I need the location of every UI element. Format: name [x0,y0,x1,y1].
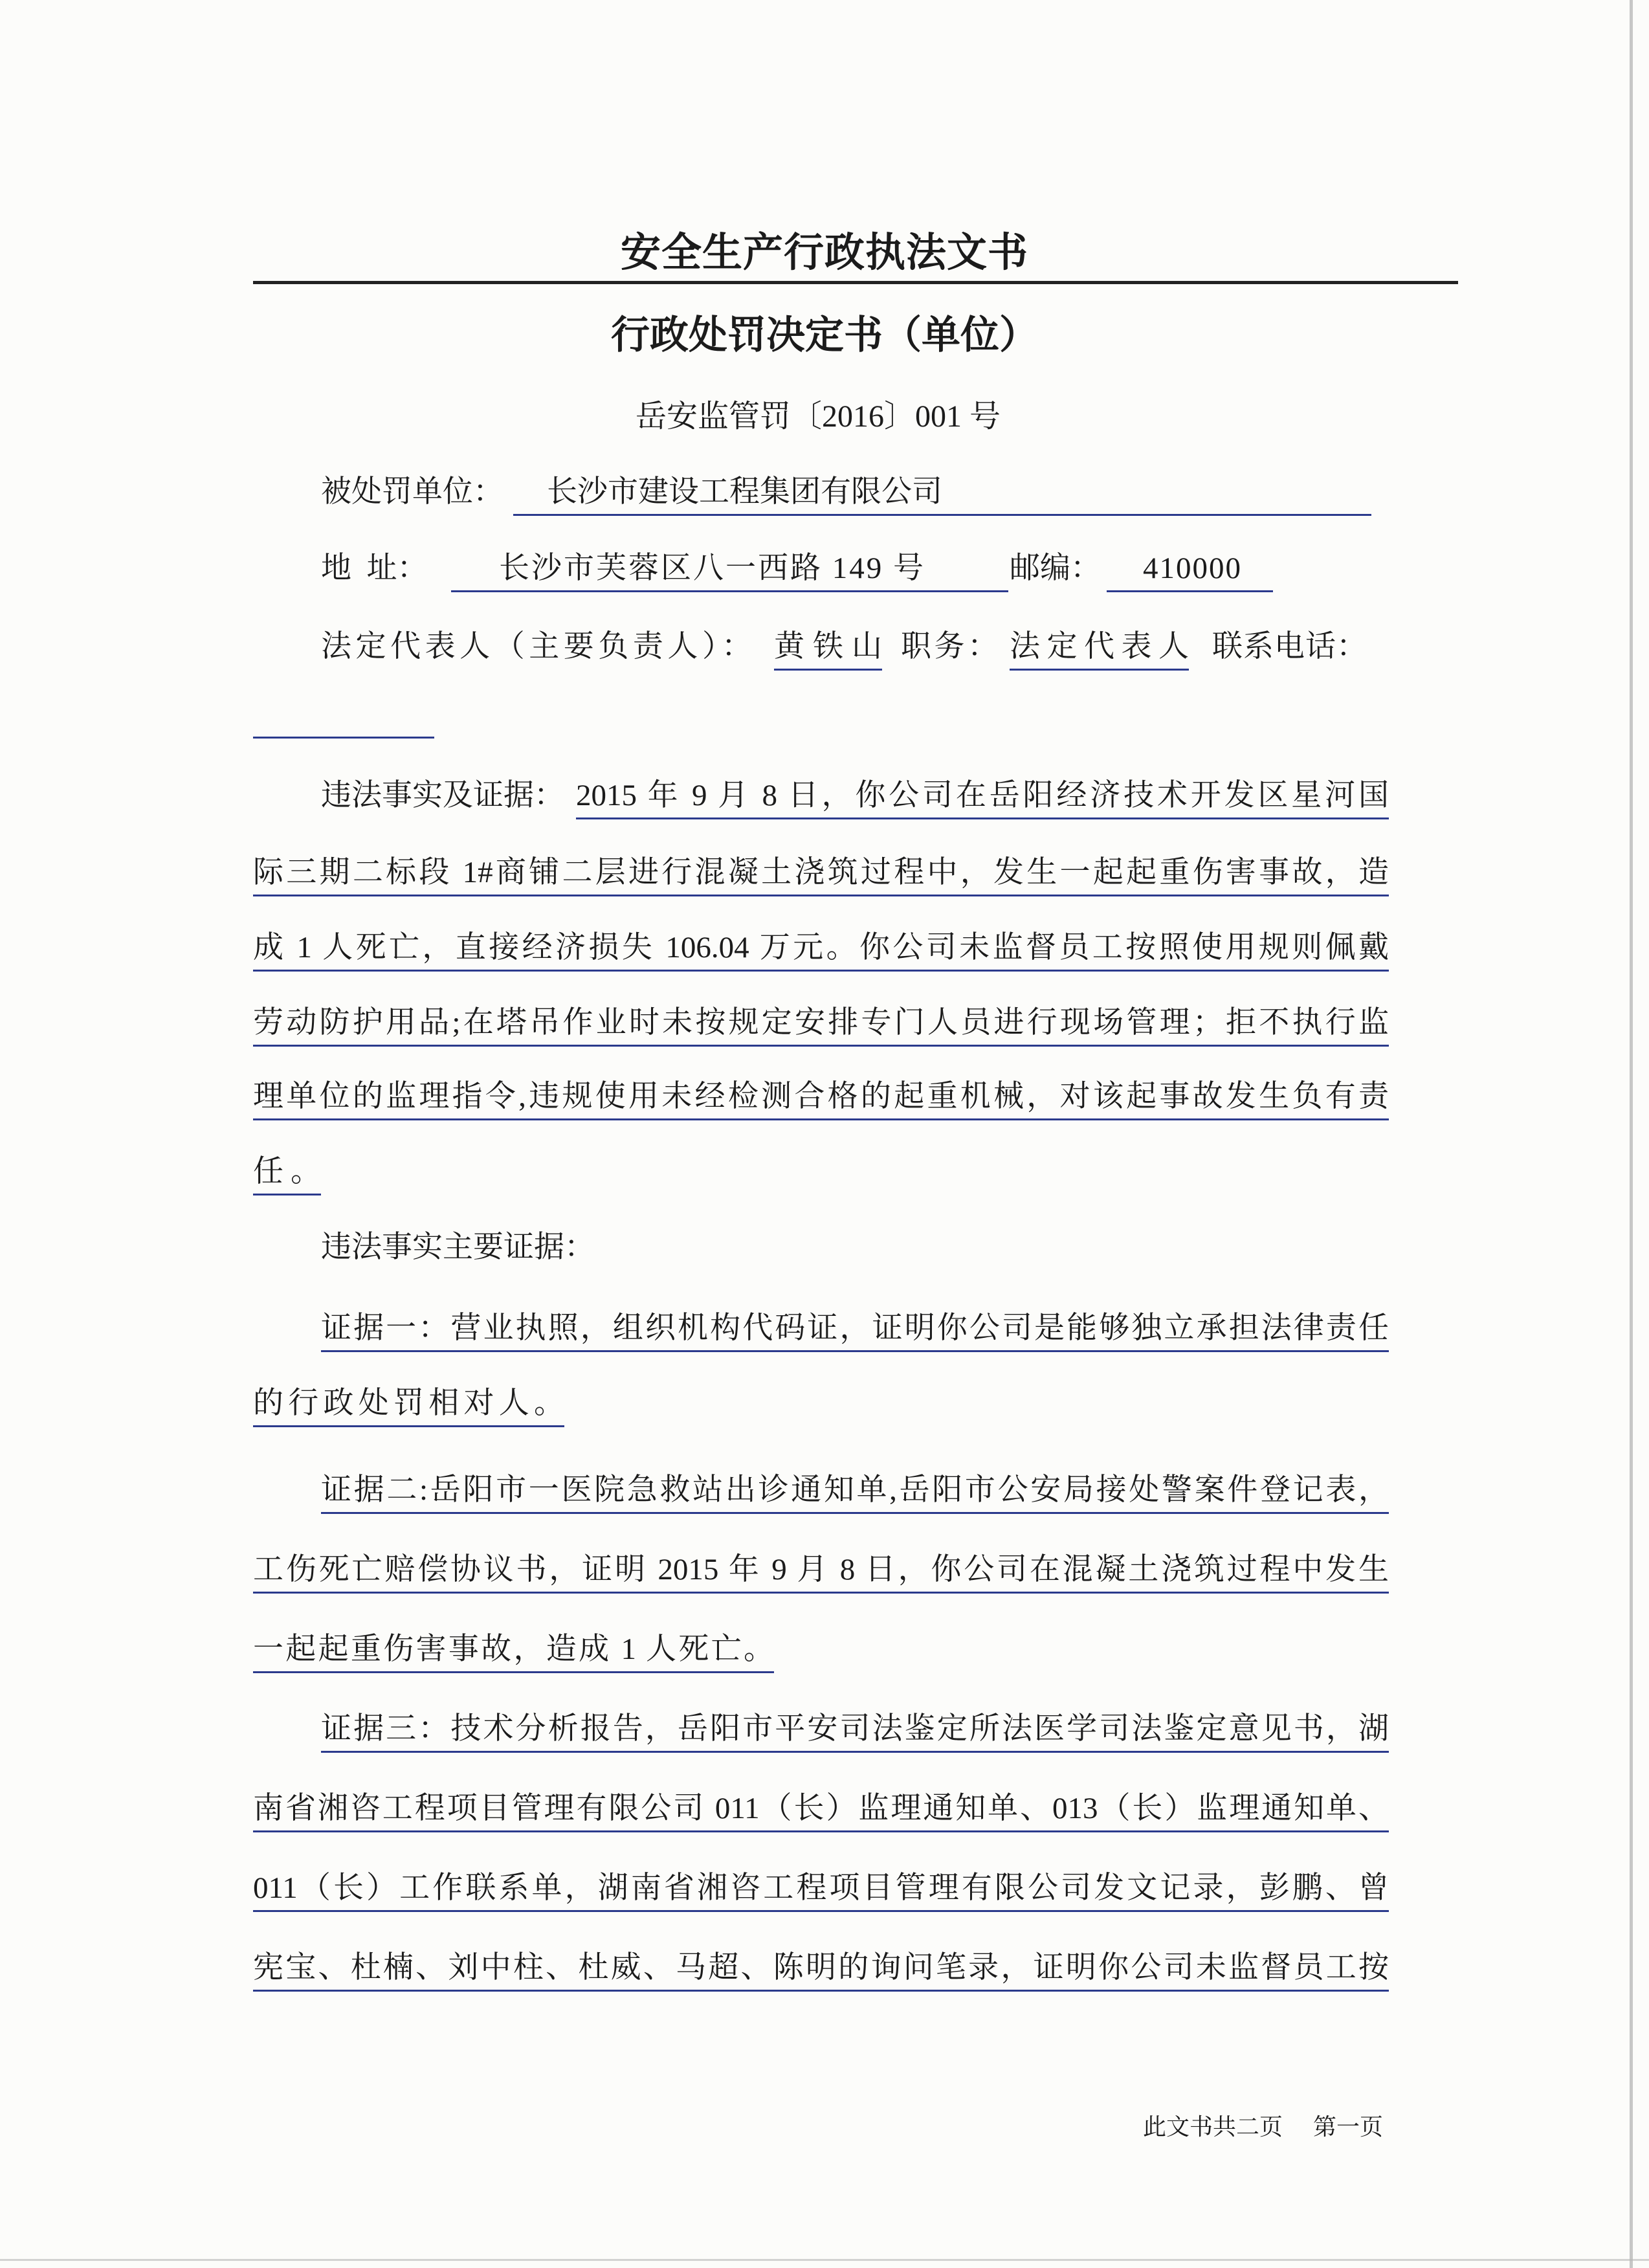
evidence-text: 岳阳市一医院急救站出诊通知单,岳阳市公安局接处警案件登记表， [428,1473,1389,1507]
position-value: 法定代表人 [1010,627,1189,671]
evidence-line: 工伤死亡赔偿协议书，证明 2015 年 9 月 8 日，你公司在混凝土浇筑过程中发生 [253,1550,1389,1594]
title-rule [253,281,1458,284]
facts-line: 理单位的监理指令,违规使用未经检测合格的起重机械，对该起事故发生负有责 [253,1077,1389,1120]
representative-value: 黄铁山 [774,627,882,671]
phone-blank-line [253,737,434,739]
address-label: 地 址： [321,551,428,585]
scan-edge-bottom [0,2259,1649,2261]
evidence-text: 技术分析报告，岳阳市平安司法鉴定所法医学司法鉴定意见书，湖 [450,1712,1389,1746]
evidence-line [321,1709,1389,1753]
unit-label: 被处罚单位： [321,475,504,509]
evidence-heading: 违法事实主要证据： [321,1230,595,1264]
facts-label: 违法事实及证据： [321,779,564,812]
footer-page-number: 第一页 [1313,2114,1384,2140]
evidence-line [321,1471,1389,1514]
evidence-line: 南省湘咨工程项目管理有限公司 011（长）监理通知单、013（长）监理通知单、 [253,1789,1389,1832]
facts-line: 际三期二标段 1#商铺二层进行混凝土浇筑过程中，发生一起起重伤害事故，造 [253,853,1389,896]
position-label: 职务： [901,630,998,663]
evidence-line: 一起起重伤害事故，造成 1 人死亡。 [253,1630,774,1673]
evidence-line: 011（长）工作联系单，湖南省湘咨工程项目管理有限公司发文记录，彭鹏、曾 [253,1869,1389,1912]
evidence-line [321,1309,1389,1352]
evidence-text: 营业执照，组织机构代码证，证明你公司是能够独立承担法律责任 [450,1311,1389,1345]
facts-line: 成 1 人死亡，直接经济损失 106.04 万元。你公司未监督员工按照使用规则佩戴 [253,928,1389,972]
unit-value: 长沙市建设工程集团有限公司 [513,472,1371,516]
facts-line: 任。 [253,1152,321,1195]
footer-page-count: 此文书共二页 [1143,2114,1283,2140]
address-value: 长沙市芙蓉区八一西路 149 号 [451,549,1008,592]
document-subtitle: 行政处罚决定书（单位） [611,313,1038,357]
evidence-label: 证据一： [321,1311,451,1345]
document-number: 岳安监管罚〔2016〕001 号 [635,399,1001,434]
evidence-line: 宪宝、杜楠、刘中柱、杜威、马超、陈明的询问笔录，证明你公司未监督员工按 [253,1948,1389,1992]
postcode-value: 410000 [1107,549,1273,592]
postcode-label: 邮编： [1010,551,1101,585]
facts-line: 劳动防护用品;在塔吊作业时未按规定安排专门人员进行现场管理；拒不执行监 [253,1003,1389,1047]
evidence-line: 的行政处罚相对人。 [253,1384,564,1427]
document-title: 安全生产行政执法文书 [620,230,1028,275]
phone-label: 联系电话： [1212,630,1367,663]
evidence-label: 证据三： [321,1712,451,1746]
facts-line: 2015 年 9 月 8 日，你公司在岳阳经济技术开发区星河国 [576,776,1389,819]
evidence-label: 证据二: [321,1473,428,1507]
representative-label: 法定代表人（主要负责人）： [321,630,752,663]
